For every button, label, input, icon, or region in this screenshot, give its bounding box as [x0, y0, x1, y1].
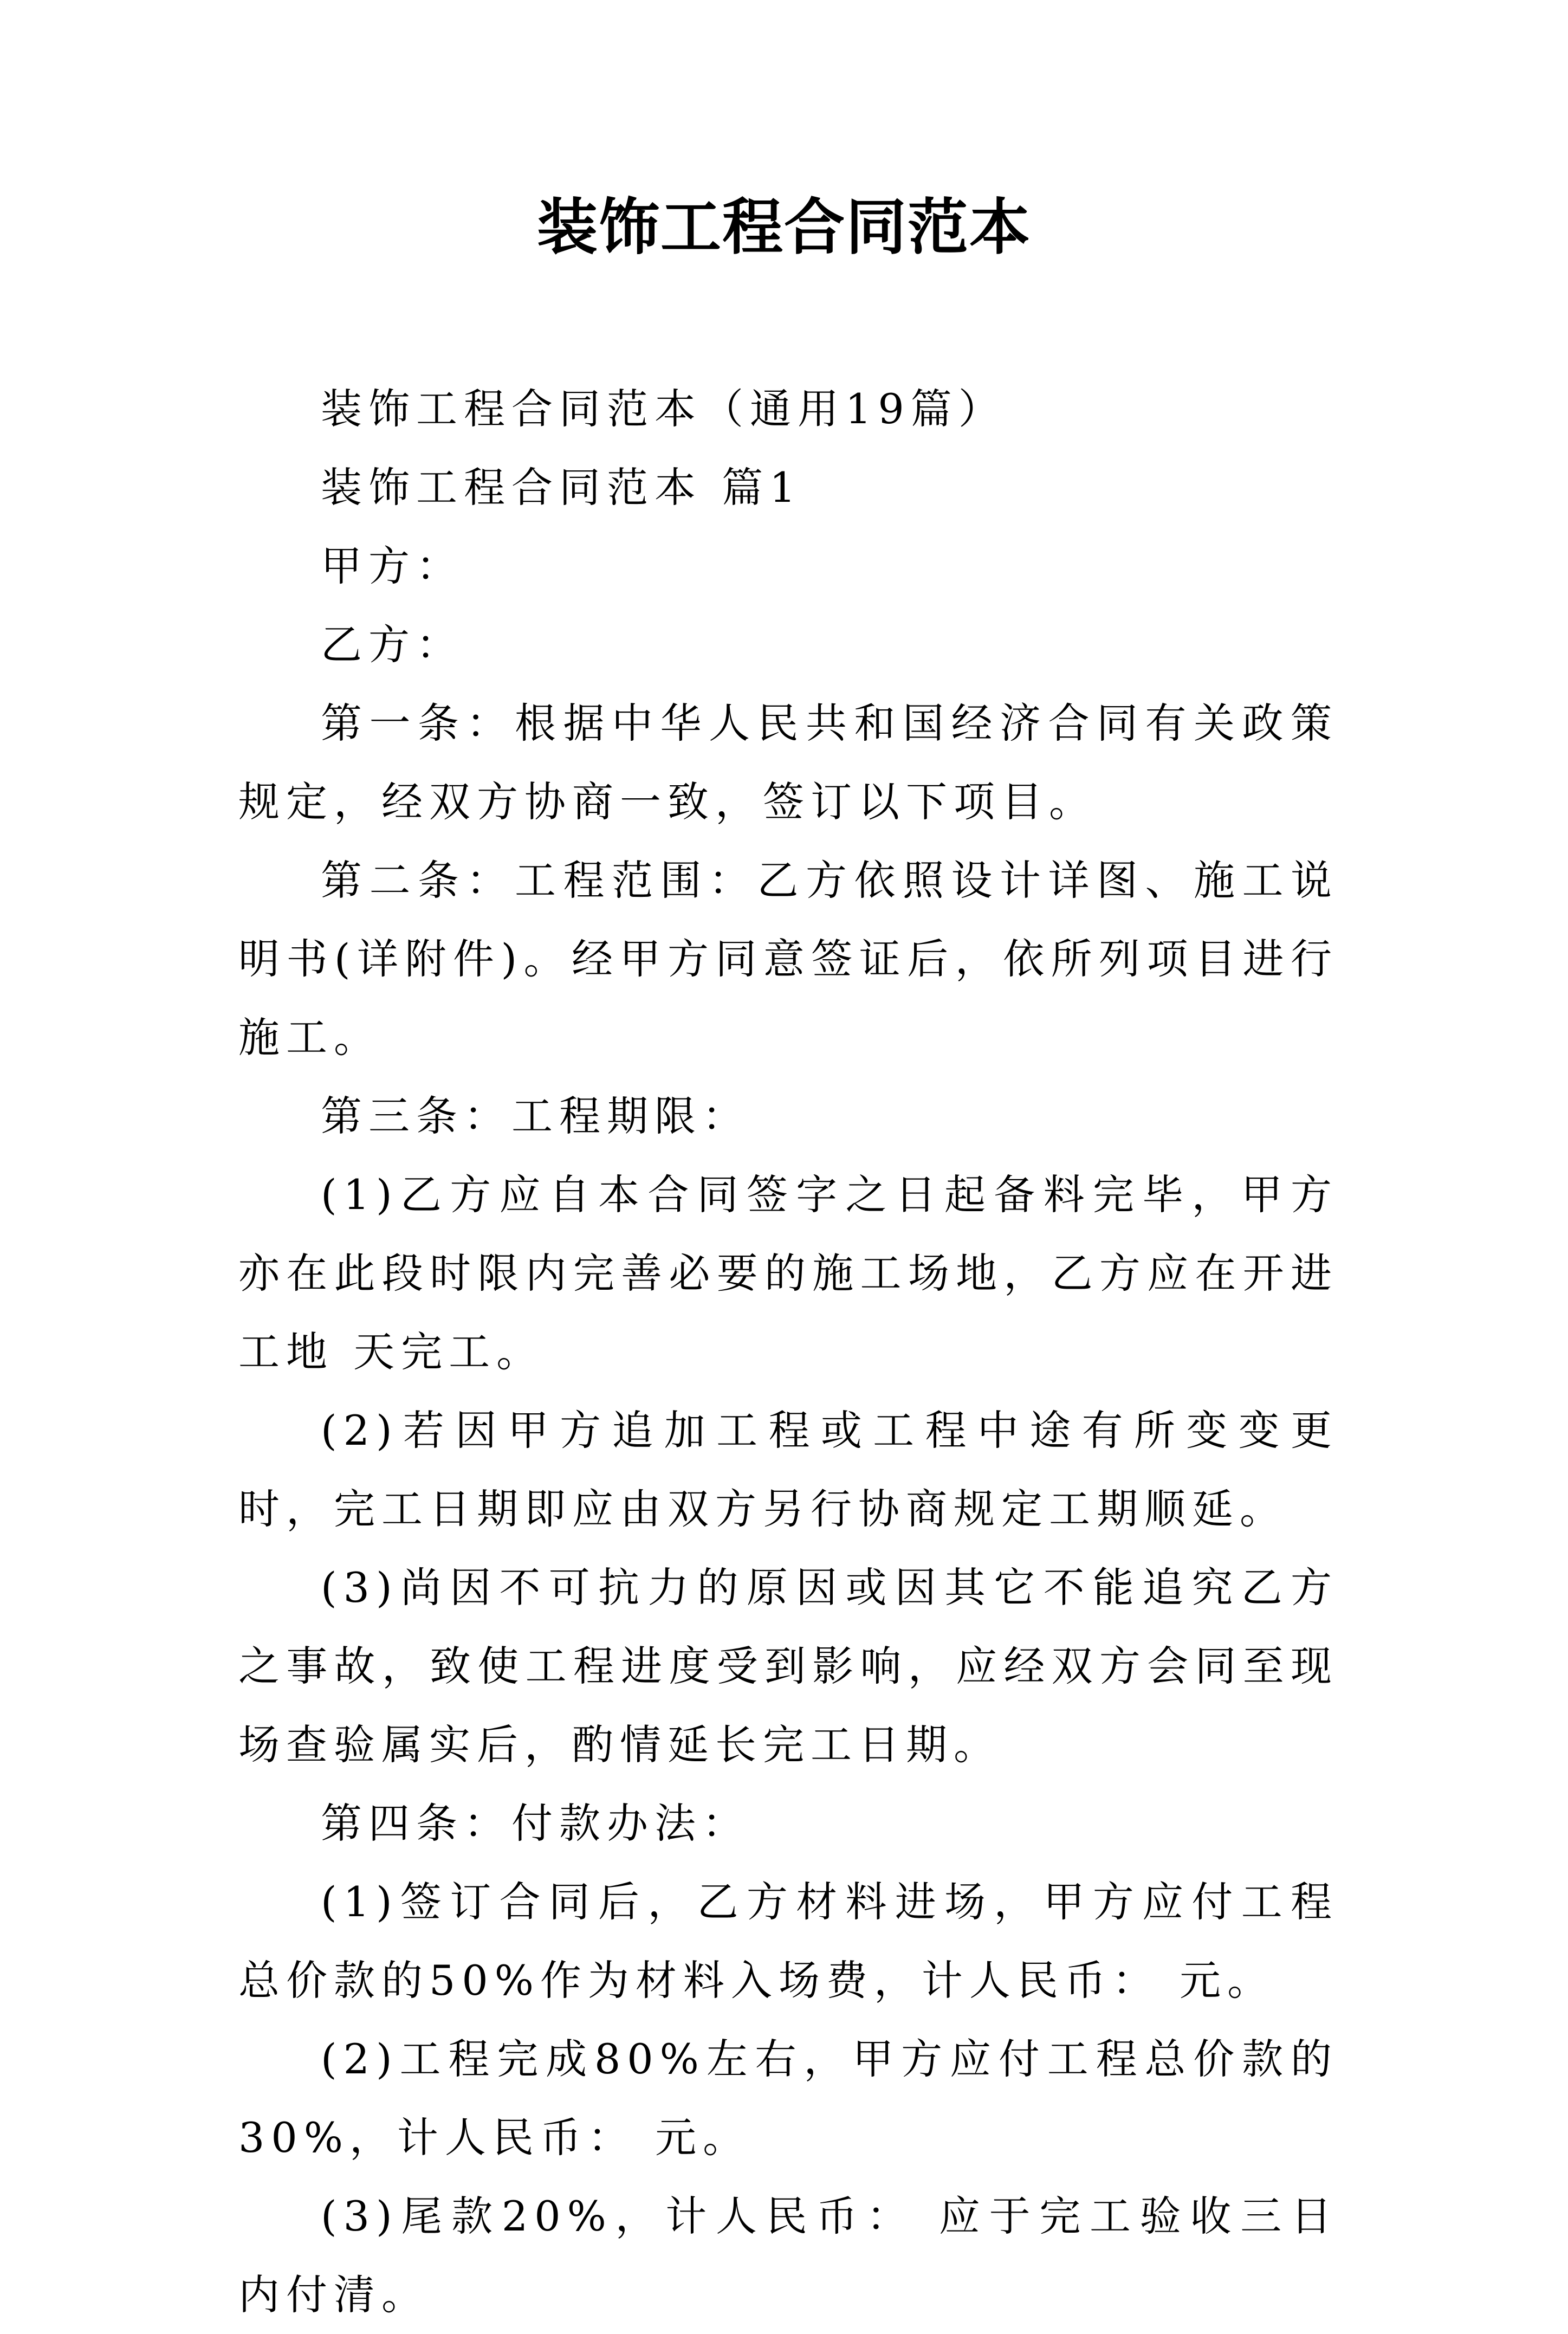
paragraph-section-heading: 装饰工程合同范本 篇1 [321, 463, 802, 512]
paragraph-article-3: 第三条：工程期限： [321, 1092, 750, 1140]
document-title: 装饰工程合同范本 [537, 192, 1031, 263]
paragraph-article-4-item-1: (1)签订合同后，乙方材料进场，甲方应付工程总价款的50%作为材料入场费，计人民币： 元。 [238, 1878, 1338, 2005]
paragraph-article-3-item-1: (1)乙方应自本合同签字之日起备料完毕，甲方亦在此段时限内完善必要的施工场地，乙方应在开进工地 天完工。 [238, 1171, 1338, 1376]
paragraph-party-a: 甲方： [321, 542, 464, 590]
paragraph-article-3-item-2: (2)若因甲方追加工程或工程中途有所变变更时，完工日期即应由双方另行协商规定工期顺延。 [238, 1406, 1338, 1533]
paragraph-party-b: 乙方： [321, 620, 464, 669]
paragraph-article-4: 第四条：付款办法： [321, 1799, 750, 1847]
paragraph-article-1: 第一条：根据中华人民共和国经济合同有关政策规定，经双方协商一致，签订以下项目。 [238, 699, 1338, 826]
paragraph-article-3-item-3: (3)尚因不可抗力的原因或因其它不能追究乙方之事故，致使工程进度受到影响，应经双方会同至现场查验属实后，酌情延长完工日期。 [238, 1563, 1338, 1769]
paragraph-article-2: 第二条：工程范围：乙方依照设计详图、施工说明书(详附件)。经甲方同意签证后，依所列项目进行施工。 [238, 856, 1338, 1062]
document-body [238, 370, 1338, 2334]
paragraph-article-4-item-2: (2)工程完成80%左右，甲方应付工程总价款的30%，计人民币： 元。 [238, 2035, 1338, 2162]
paragraph-article-4-item-3: (3)尾款20%，计人民币： 应于完工验收三日内付清。 [238, 2192, 1338, 2319]
paragraph-subtitle: 装饰工程合同范本（通用19篇） [321, 385, 1006, 433]
